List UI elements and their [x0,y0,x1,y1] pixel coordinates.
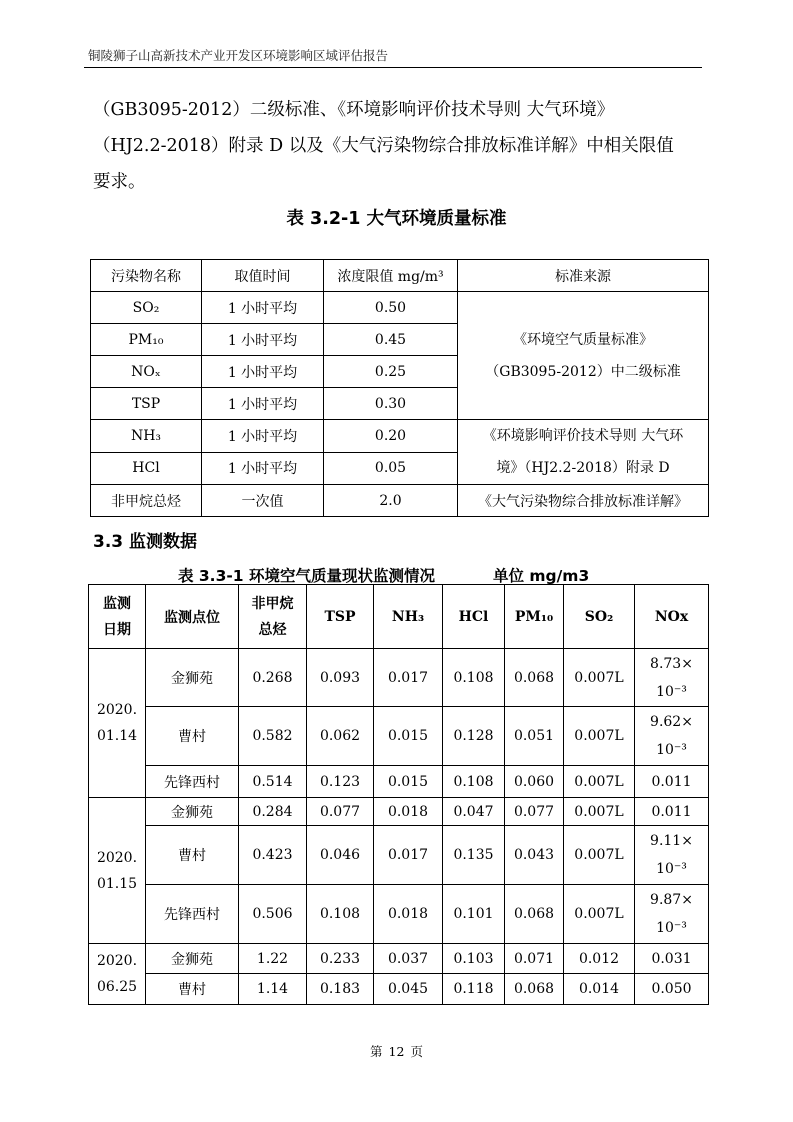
pm10-cell: 0.071 [505,944,564,974]
nox-cell: 0.031 [635,944,709,974]
table-row [89,798,709,826]
date-line: 01.15 [96,875,138,892]
source-cell [458,420,709,485]
header-cell-date [89,585,146,649]
so2-cell: 0.007L [564,707,635,766]
nh3-cell: 0.017 [374,826,443,885]
site-cell: 金狮苑 [146,798,239,826]
intro-line: （HJ2.2-2018）附录 D 以及《大气污染物综合排放标准详解》中相关限值 [93,136,674,156]
site-cell: 先锋西村 [146,885,239,944]
pollutant-cell: PM₁₀ [91,324,202,356]
limit-cell: 2.0 [324,485,458,517]
header-cell-pm10: PM₁₀ [505,585,564,649]
table-header-row [91,260,709,292]
source-line: 《环境影响评价技术导则 大气环 [482,428,684,444]
nox-line: 10⁻³ [656,683,687,700]
header-cell: 标准来源 [458,260,709,292]
header-line: 监测 [103,595,131,612]
averaging-time-cell: 1 小时平均 [202,420,324,453]
header-cell: 污染物名称 [91,260,202,292]
averaging-time-cell: 1 小时平均 [202,324,324,356]
nh3-cell: 0.037 [374,944,443,974]
nox-cell [635,885,709,944]
page-number: 12 [388,1044,405,1059]
source-cell [458,292,709,420]
so2-cell: 0.007L [564,798,635,826]
table2-unit: 单位 mg/m3 [492,567,590,585]
pm10-cell: 0.068 [505,649,564,707]
date-line: 06.25 [96,979,138,995]
header-cell-hcl: HCl [443,585,505,649]
averaging-time-cell: 1 小时平均 [202,292,324,324]
site-cell: 曹村 [146,826,239,885]
tsp-cell: 0.183 [307,974,374,1005]
limit-cell: 0.30 [324,388,458,420]
table2-caption-title: 表 3.3-1 环境空气质量现状监测情况 [178,567,435,585]
nmhc-cell: 0.506 [239,885,307,944]
table-row [91,420,709,453]
pm10-cell: 0.068 [505,885,564,944]
nh3-cell: 0.018 [374,798,443,826]
so2-cell: 0.007L [564,885,635,944]
date-cell [89,944,146,1005]
limit-cell: 0.50 [324,292,458,324]
header-rule [84,67,702,68]
hcl-cell: 0.108 [443,766,505,798]
limit-cell: 0.20 [324,420,458,453]
nmhc-cell: 0.423 [239,826,307,885]
nox-cell [635,707,709,766]
site-cell: 曹村 [146,707,239,766]
hcl-cell: 0.128 [443,707,505,766]
averaging-time-cell: 1 小时平均 [202,356,324,388]
source-line: 境》（HJ2.2-2018）附录 D [496,460,670,476]
nox-cell: 0.011 [635,766,709,798]
date-cell [89,798,146,944]
nh3-cell: 0.018 [374,885,443,944]
so2-cell: 0.007L [564,766,635,798]
nox-line: 9.87× [650,892,693,908]
nox-line: 10⁻³ [656,920,687,936]
site-cell: 先锋西村 [146,766,239,798]
nox-line: 8.73× [650,655,693,672]
hcl-cell: 0.135 [443,826,505,885]
tsp-cell: 0.077 [307,798,374,826]
nox-cell: 0.050 [635,974,709,1005]
nox-cell [635,649,709,707]
nh3-cell: 0.017 [374,649,443,707]
source-line: 《环境空气质量标准》 [513,331,653,348]
table-row [89,944,709,974]
site-cell: 金狮苑 [146,649,239,707]
site-cell: 曹村 [146,974,239,1005]
page-prefix: 第 [370,1044,383,1059]
source-line: （GB3095-2012）中二级标准 [485,363,681,380]
averaging-time-cell: 1 小时平均 [202,452,324,485]
site-cell: 金狮苑 [146,944,239,974]
header-line: 非甲烷 [251,595,294,612]
pollutant-cell: 非甲烷总烃 [91,485,202,517]
intro-line: 要求。 [93,172,146,192]
nmhc-cell: 0.268 [239,649,307,707]
header-cell-site: 监测点位 [146,585,239,649]
tsp-cell: 0.046 [307,826,374,885]
tsp-cell: 0.108 [307,885,374,944]
tsp-cell: 0.062 [307,707,374,766]
nmhc-cell: 1.22 [239,944,307,974]
monitoring-results-table [88,584,709,1005]
so2-cell: 0.014 [564,974,635,1005]
date-line: 2020. [96,702,138,718]
intro-line: （GB3095-2012）二级标准、《环境影响评价技术导则 大气环境》 [93,100,615,120]
table-row [89,649,709,707]
nmhc-cell: 0.284 [239,798,307,826]
nox-cell: 0.011 [635,798,709,826]
page-suffix: 页 [410,1044,423,1059]
section-heading: 3.3 监测数据 [93,532,198,552]
header-cell: 浓度限值 mg/m³ [324,260,458,292]
nox-line: 9.11× [650,833,693,849]
pollutant-cell: TSP [91,388,202,420]
nox-cell [635,826,709,885]
source-cell: 《大气污染物综合排放标准详解》 [458,485,709,517]
table-header-row [89,585,709,649]
tsp-cell: 0.233 [307,944,374,974]
pm10-cell: 0.060 [505,766,564,798]
nox-line: 10⁻³ [656,861,687,877]
pollutant-cell: HCl [91,452,202,485]
page-footer [0,1042,793,1060]
header-line: 日期 [103,621,131,638]
pollutant-cell: NH₃ [91,420,202,453]
date-cell [89,649,146,798]
hcl-cell: 0.047 [443,798,505,826]
hcl-cell: 0.103 [443,944,505,974]
header-cell-tsp: TSP [307,585,374,649]
nox-line: 9.62× [650,714,693,730]
nmhc-cell: 1.14 [239,974,307,1005]
table-row [89,707,709,766]
date-line: 2020. [96,953,138,969]
header-line: 总烃 [258,621,287,638]
table-row [89,885,709,944]
running-header: 铜陵狮子山高新技术产业开发区环境影响区域评估报告 [88,48,389,63]
limit-cell: 0.05 [324,452,458,485]
hcl-cell: 0.118 [443,974,505,1005]
table-row [89,826,709,885]
pm10-cell: 0.068 [505,974,564,1005]
nh3-cell: 0.045 [374,974,443,1005]
pm10-cell: 0.077 [505,798,564,826]
so2-cell: 0.007L [564,649,635,707]
tsp-cell: 0.123 [307,766,374,798]
pm10-cell: 0.051 [505,707,564,766]
hcl-cell: 0.101 [443,885,505,944]
nox-line: 10⁻³ [656,742,687,758]
header-cell-nox: NOx [635,585,709,649]
table-row [89,766,709,798]
table-row [91,485,709,517]
pollutant-cell: SO₂ [91,292,202,324]
table-row [91,292,709,324]
header-cell: 取值时间 [202,260,324,292]
nh3-cell: 0.015 [374,766,443,798]
so2-cell: 0.012 [564,944,635,974]
limit-cell: 0.25 [324,356,458,388]
table2-caption [178,564,589,586]
averaging-time-cell: 1 小时平均 [202,388,324,420]
date-line: 01.14 [96,728,138,744]
averaging-time-cell: 一次值 [202,485,324,517]
nmhc-cell: 0.514 [239,766,307,798]
tsp-cell: 0.093 [307,649,374,707]
table-row [89,974,709,1005]
header-cell-so2: SO₂ [564,585,635,649]
limit-cell: 0.45 [324,324,458,356]
header-cell-nmhc [239,585,307,649]
pm10-cell: 0.043 [505,826,564,885]
intro-paragraph [93,92,705,200]
table1-caption: 表 3.2-1 大气环境质量标准 [286,209,507,229]
nmhc-cell: 0.582 [239,707,307,766]
air-quality-standard-table [90,259,709,517]
nh3-cell: 0.015 [374,707,443,766]
pollutant-cell: NOₓ [91,356,202,388]
hcl-cell: 0.108 [443,649,505,707]
so2-cell: 0.007L [564,826,635,885]
date-line: 2020. [96,849,138,866]
header-cell-nh3: NH₃ [374,585,443,649]
